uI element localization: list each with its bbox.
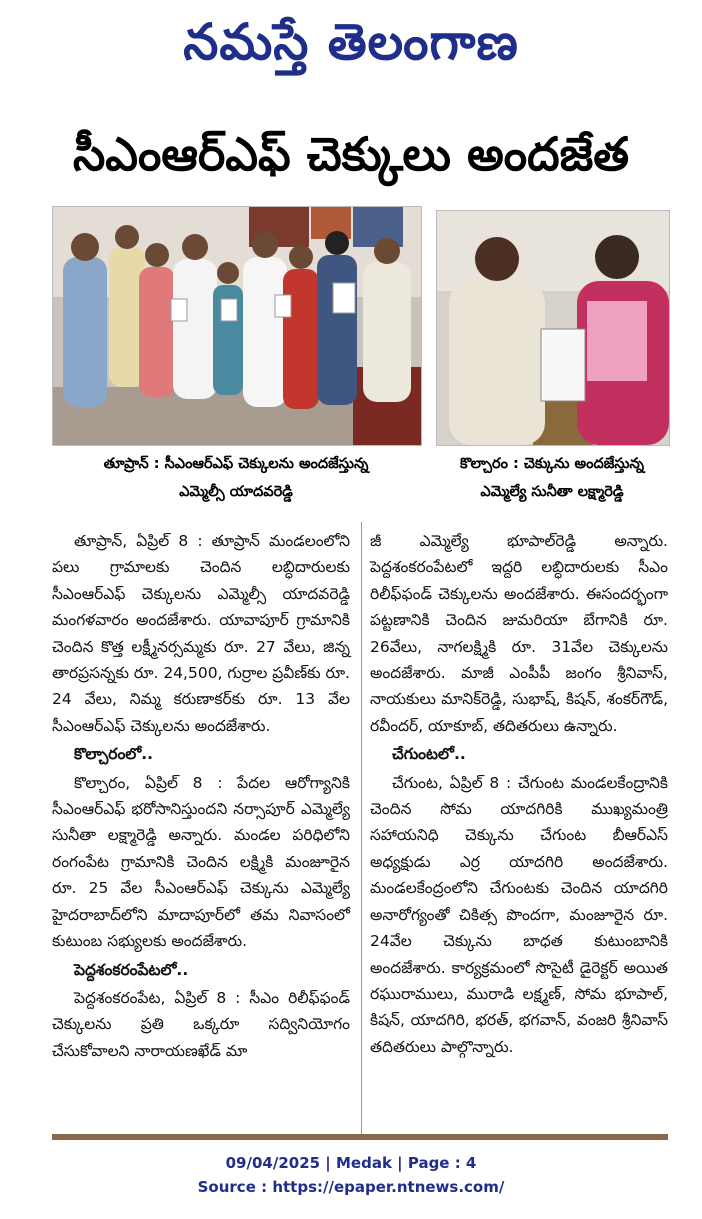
right-caption-line1: కొల్చారం : చెక్కును అందజేస్తున్న bbox=[460, 456, 644, 472]
subhead-chegunta: చేగుంటలో.. bbox=[392, 745, 466, 764]
left-caption-line1: తూప్రాన్ : సీఎంఆర్ఎఫ్ చెక్కులను అందజేస్తున్న bbox=[103, 456, 369, 472]
left-photo bbox=[52, 206, 422, 446]
article-column-2 bbox=[370, 528, 668, 1060]
masthead-logo: నమస్తే తెలంగాణ bbox=[183, 12, 519, 71]
footer-source-line: Source : https://epaper.ntnews.com/ bbox=[197, 1178, 505, 1196]
left-caption-line2: ఎమ్మెల్సీ యాదవరెడ్డి bbox=[179, 484, 293, 500]
right-photo bbox=[436, 210, 670, 446]
left-photo-caption bbox=[52, 450, 420, 506]
article-column-1 bbox=[52, 528, 350, 1064]
headline: సీఎంఆర్ఎఫ్ చెక్కులు అందజేత bbox=[72, 127, 629, 181]
col1-paragraph-2: కొల్చారం, ఏప్రిల్ 8 : పేదల ఆరోగ్యానికి సీఎంఆర్ఎఫ్ భరోసానిస్తుందని నర్సాపూర్ ఎమ్మెల్యే సునీతా లక్ష్మారెడ్డి అన్నారు. మండల పరిధిలోని రంగంపేట గ్రామానికి చెందిన లక్ష్మికి మంజూరైన రూ. 25 వేల సీఎంఆర్ఎఫ్ చెక్కును ఎమ్మెల్యే హైదరాబాద్‌లోని మాదాపూర్‌లో తమ నివాసంలో కుటుంబ సభ్యులకు అందజేశారు. bbox=[52, 773, 350, 951]
col1-paragraph-1: తూప్రాన్, ఏప్రిల్ 8 : తూప్రాన్ మండలంలోని పలు గ్రామాలకు చెందిన లబ్ధిదారులకు సీఎంఆర్ఎఫ్ చెక్కులను ఎమ్మెల్సీ యాదవరెడ్డి మంగళవారం అందజేశారు. యావాపూర్ గ్రామానికి చెందిన కొత్త లక్ష్మీనర్సమ్మకు రూ. 27 వేలు, జిన్న తారప్రసన్నకు రూ. 24,500, గుర్రాల ప్రవీణ్‌కు రూ. 24 వేలు, నిమ్మ కరుణాకర్‌కు రూ. 13 వేల సీఎంఆర్ఎఫ్ చెక్కులను అందజేశారు. bbox=[52, 532, 350, 735]
right-photo-caption bbox=[436, 450, 668, 506]
column-divider bbox=[361, 522, 362, 1134]
col2-paragraph-1: జీ ఎమ్మెల్యే భూపాల్‌రెడ్డి అన్నారు. పెద్దశంకరంపేటలో ఇద్దరి లబ్ధిదారులకు సీఎం రిలీఫ్‌ఫండ్ చెక్కులను అందజేశారు. ఈసందర్భంగా పట్టణానికి చెందిన జుమరియా బేగానికి రూ. 26వేలు, నాగలక్ష్మికి రూ. 31వేల చెక్కులను అందజేశారు. మాజీ ఎంపీపీ జంగం శ్రీనివాస్, నాయకులు మానిక్‌రెడ్డి, సుభాష్, కిషన్, శంకర్‌గౌడ్, రవీందర్, యాకూబ్, తదితరులు ఉన్నారు. bbox=[370, 532, 668, 735]
col2-paragraph-2: చేగుంట, ఏప్రిల్ 8 : చేగుంట మండలకేంద్రానికి చెందిన సోమ యాదగిరికి ముఖ్యమంత్రి సహాయనిధి చెక్కును చేగుంట బీఆర్ఎస్ అధ్యక్షుడు ఎర్ర యాదగిరి అందజేశారు. మండలకేంద్రంలోని చేగుంటకు చెందిన యాదగిరి అనారోగ్యంతో చికిత్స పొందగా, మంజూరైన రూ. 24వేల చెక్కును బాధత కుటుంబానికి అందజేశారు. కార్యక్రమంలో సొసైటీ డైరెక్టర్ అయిత రఘురాములు, మురాడి లక్ష్మణ్, సోమ భూపాల్, కిషన్, యాదగిరి, భరత్, భగవాన్, వంజరి శ్రీనివాస్ తదితరులు పాల్గొన్నారు. bbox=[370, 773, 668, 1056]
footer-date-line: 09/04/2025 | Medak | Page : 4 bbox=[225, 1154, 477, 1172]
bottom-image-strip bbox=[52, 1134, 668, 1140]
col1-paragraph-3: పెద్దశంకరంపేట, ఏప్రిల్ 8 : సీఎం రిలీఫ్‌ఫండ్ చెక్కులను ప్రతి ఒక్కరూ సద్వినియోగం చేసుకోవాలని నారాయణఖేడ్ మా bbox=[52, 988, 350, 1060]
subhead-kolcharam: కొల్చారంలో.. bbox=[74, 745, 154, 764]
subhead-peddashankarampet: పెద్దశంకరంపేటలో.. bbox=[74, 960, 189, 979]
right-caption-line2: ఎమ్మెల్యే సునీతా లక్ష్మారెడ్డి bbox=[480, 484, 624, 500]
